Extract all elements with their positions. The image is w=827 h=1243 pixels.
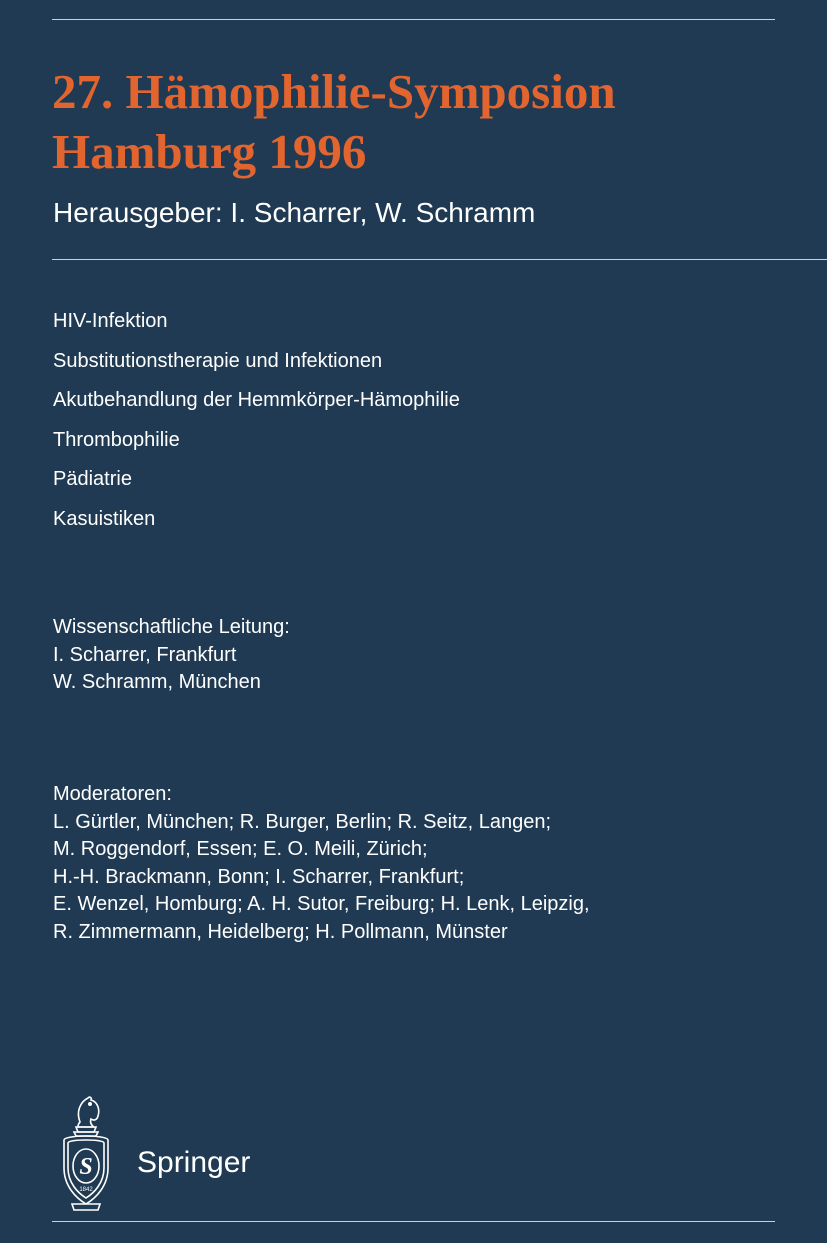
moderators-line: L. Gürtler, München; R. Burger, Berlin; R. Seitz, Langen; (53, 810, 552, 833)
scientific-lead-line: W. Schramm, München (53, 671, 261, 694)
scientific-lead-heading: Wissenschaftliche Leitung: (53, 616, 290, 638)
springer-logo-icon (54, 1094, 118, 1214)
moderators-line: H.-H. Brackmann, Bonn; I. Scharrer, Frankfurt; (53, 865, 465, 888)
logo-year: 1842 (79, 1187, 93, 1193)
topic-item: Substitutionstherapie und Infektionen (53, 349, 383, 372)
middle-rule (52, 259, 827, 260)
moderators-heading: Moderatoren: (53, 783, 172, 805)
moderators-line: R. Zimmermann, Heidelberg; H. Pollmann, Münster (53, 920, 508, 943)
editors: Herausgeber: I. Scharrer, W. Schramm (53, 197, 536, 228)
topic-item: Thrombophilie (53, 428, 180, 451)
moderators (53, 781, 590, 947)
top-rule (52, 19, 775, 20)
topic-item: Pädiatrie (53, 468, 132, 491)
publisher-name: Springer (137, 1146, 251, 1179)
topic-item: Kasuistiken (53, 507, 156, 530)
moderators-line: E. Wenzel, Homburg; A. H. Sutor, Freiburg; H. Lenk, Leipzig, (53, 893, 590, 916)
scientific-lead (53, 614, 290, 697)
topic-list (53, 302, 460, 540)
moderators-line: M. Roggendorf, Essen; E. O. Meili, Zürich; (53, 838, 428, 861)
bottom-rule (52, 1221, 775, 1222)
topic-item: Akutbehandlung der Hemmkörper-Hämophilie (53, 389, 460, 412)
title-line-2: Hamburg 1996 (52, 124, 367, 179)
topic-item: HIV-Infektion (53, 310, 168, 332)
svg-text:S: S (79, 1154, 93, 1180)
book-title (52, 62, 616, 182)
title-line-1: 27. Hämophilie-Symposion (52, 64, 616, 119)
scientific-lead-line: I. Scharrer, Frankfurt (53, 643, 237, 666)
